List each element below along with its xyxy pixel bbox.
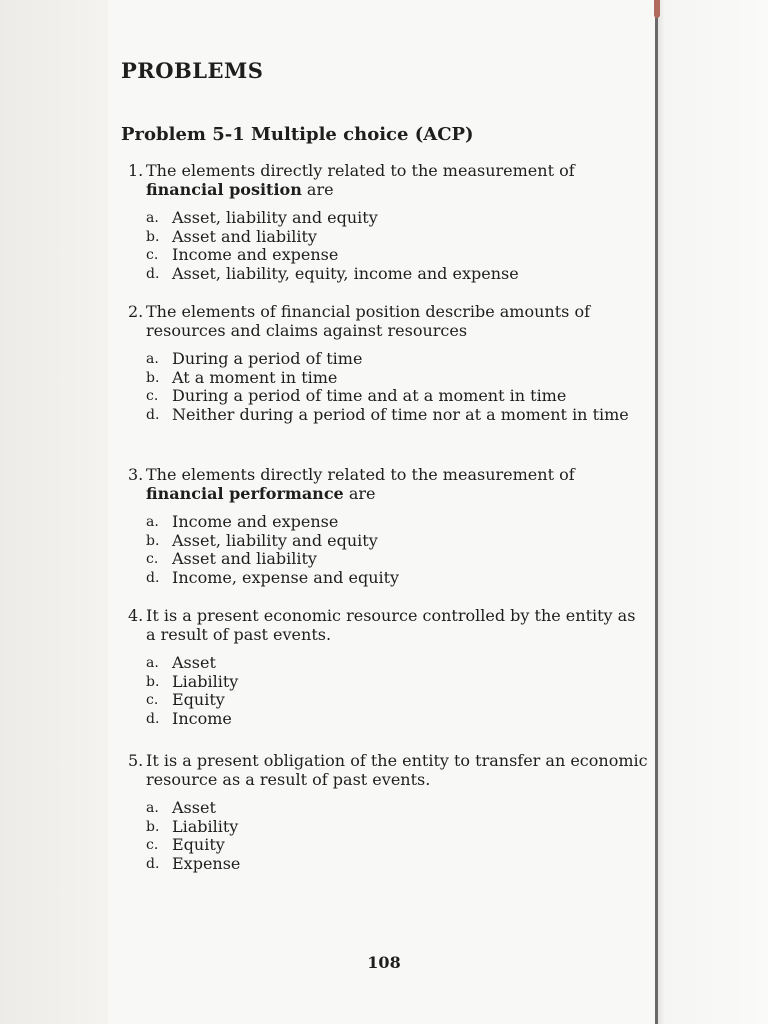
stem-text-part: are (301, 180, 334, 199)
choice-letter: d. (146, 855, 160, 872)
choice-c (146, 550, 648, 569)
choice-text: Income and expense (172, 512, 339, 531)
choice-letter: b. (146, 369, 160, 386)
question-3 (128, 465, 648, 587)
choice-c (146, 836, 648, 855)
choice-letter: c. (146, 247, 159, 263)
stem-text-part: The elements directly related to the measurement of (146, 161, 575, 180)
choice-list (146, 799, 648, 873)
choice-letter: a. (146, 351, 159, 367)
choice-text: At a moment in time (172, 367, 338, 387)
choice-list (146, 350, 648, 424)
choice-text: Equity (172, 835, 225, 854)
choice-text: Asset (172, 653, 216, 672)
question-number: 2. (128, 302, 144, 321)
choice-b (146, 818, 648, 837)
question-number: 4. (128, 606, 144, 625)
choice-list (146, 654, 648, 728)
choice-letter: d. (146, 265, 160, 282)
question-text (146, 161, 648, 199)
choice-text: Asset and liability (172, 549, 317, 568)
choice-letter: a. (146, 210, 159, 226)
question-number: 5. (128, 751, 144, 770)
choice-text: Expense (172, 853, 241, 873)
choice-text: Asset, liability, equity, income and expense (172, 263, 519, 283)
question-stem (128, 302, 648, 340)
choice-text: Income, expense and equity (172, 567, 400, 587)
stem-text-part: The elements directly related to the measurement of (146, 465, 575, 484)
question-number: 3. (128, 465, 144, 484)
choice-text: Liability (172, 816, 239, 836)
choice-a (146, 513, 648, 532)
page-corner-mark (654, 0, 660, 18)
choice-letter: a. (146, 655, 159, 671)
choice-a (146, 209, 648, 228)
question-4 (128, 606, 648, 728)
question-stem (128, 606, 648, 644)
question-number: 1. (128, 161, 144, 180)
question-5 (128, 751, 648, 873)
choice-b (146, 228, 648, 247)
choice-c (146, 246, 648, 265)
choice-c (146, 691, 648, 710)
question-stem (128, 751, 648, 789)
question-1 (128, 161, 648, 283)
stem-text-part: It is a present economic resource controlled by the entity as a result of past events. (146, 606, 636, 644)
page-number: 108 (367, 953, 401, 972)
choice-text: During a period of time and at a moment in time (172, 386, 567, 405)
choice-text: Income and expense (172, 245, 339, 264)
choice-b (146, 369, 648, 388)
choice-letter: b. (146, 228, 160, 245)
choice-letter: b. (146, 818, 160, 835)
choice-text: Neither during a period of time nor at a moment in time (172, 404, 629, 424)
question-text (146, 606, 648, 644)
choice-letter: d. (146, 406, 160, 423)
stem-emphasis: financial performance (146, 484, 344, 503)
choice-d (146, 265, 648, 284)
choice-c (146, 387, 648, 406)
section-heading: PROBLEMS (121, 58, 264, 83)
choice-text: Asset, liability and equity (172, 208, 378, 227)
question-2 (128, 302, 648, 424)
choice-text: Equity (172, 690, 225, 709)
problem-title: Problem 5-1 Multiple choice (ACP) (121, 124, 474, 145)
scan-right-edge (655, 0, 768, 1024)
choice-letter: d. (146, 569, 160, 586)
stem-emphasis: financial position (146, 180, 302, 199)
choice-a (146, 654, 648, 673)
choice-letter: c. (146, 837, 159, 853)
question-text (146, 751, 648, 789)
choice-letter: c. (146, 388, 159, 404)
scan-left-margin (0, 0, 108, 1024)
choice-d (146, 855, 648, 874)
choice-text: Liability (172, 671, 239, 691)
choice-text: Asset (172, 798, 216, 817)
choice-text: During a period of time (172, 349, 363, 368)
stem-text-part: are (343, 484, 376, 503)
choice-text: Asset and liability (172, 226, 317, 246)
choice-d (146, 710, 648, 729)
choice-text: Income (172, 708, 232, 728)
question-text (146, 465, 648, 503)
choice-letter: c. (146, 551, 159, 567)
stem-text-part: The elements of financial position describe amounts of resources and claims against resources (146, 302, 590, 340)
choice-list (146, 513, 648, 587)
choice-letter: a. (146, 514, 159, 530)
choice-letter: b. (146, 673, 160, 690)
choice-letter: b. (146, 532, 160, 549)
choice-d (146, 569, 648, 588)
choice-b (146, 673, 648, 692)
question-text (146, 302, 648, 340)
choice-list (146, 209, 648, 283)
stem-text-part: It is a present obligation of the entity to transfer an economic resource as a result of past events. (146, 751, 648, 789)
question-stem (128, 465, 648, 503)
choice-a (146, 799, 648, 818)
choice-letter: a. (146, 800, 159, 816)
choice-b (146, 532, 648, 551)
choice-d (146, 406, 648, 425)
choice-letter: c. (146, 692, 159, 708)
question-stem (128, 161, 648, 199)
choice-letter: d. (146, 710, 160, 727)
choice-a (146, 350, 648, 369)
choice-text: Asset, liability and equity (172, 530, 378, 550)
